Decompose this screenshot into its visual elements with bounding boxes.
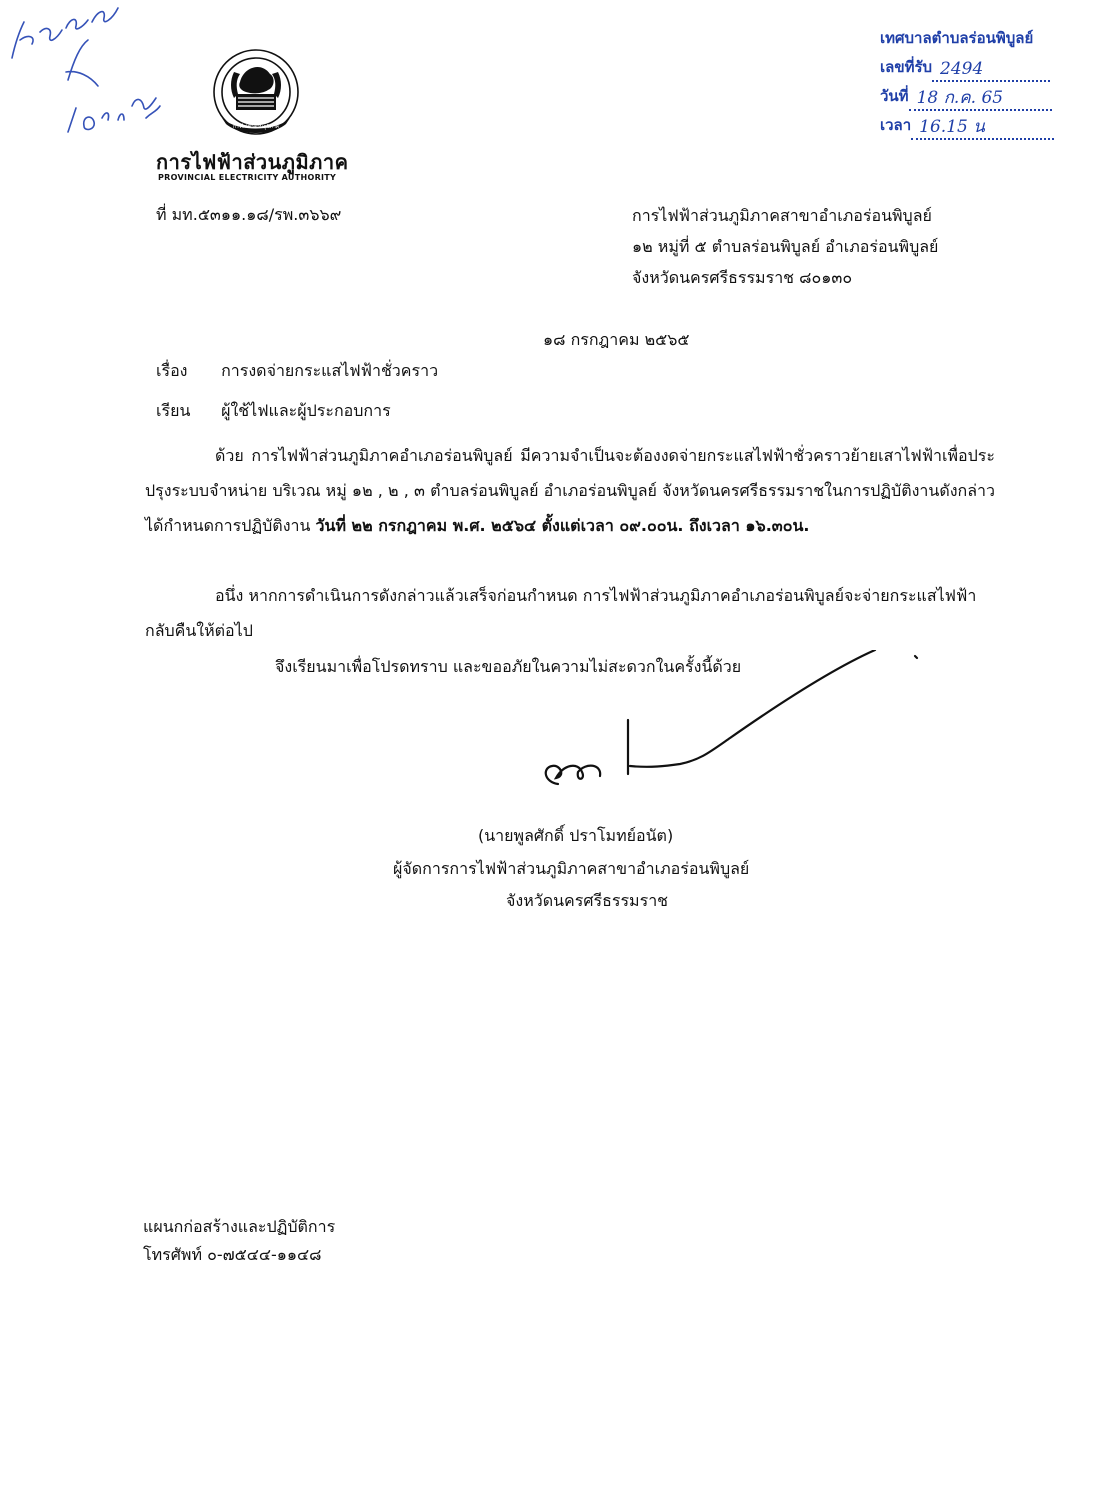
handwritten-note bbox=[6, 0, 186, 150]
para2-text: อนึ่ง หากการดำเนินการดังกล่าวแล้วเสร็จก่อนกำหนด การไฟฟ้าส่วนภูมิภาคอำเภอร่อนพิบูลย์จะจ่ายกระแสไฟฟ้ากลับคืนให้ต่อไป bbox=[145, 586, 977, 640]
outage-start-time: ๐๙.๐๐ bbox=[619, 516, 667, 535]
address-line-2: ๑๒ หมู่ที่ ๕ ตำบลร่อนพิบูลย์ อำเภอร่อนพิบูลย์ bbox=[632, 237, 939, 256]
signatory-name: (นายพูลศักดิ์ ปราโมทย์อนัต) bbox=[478, 826, 674, 845]
stamp-receipt-value: 2494 bbox=[932, 58, 1050, 82]
recipient-line bbox=[156, 399, 391, 424]
sender-address bbox=[632, 200, 938, 293]
recipient-label: เรียน bbox=[156, 401, 191, 420]
pea-logo bbox=[196, 40, 316, 150]
body-paragraph-1 bbox=[145, 438, 995, 543]
stamp-receipt-no bbox=[880, 53, 1080, 82]
para1-text: ด้วย การไฟฟ้าส่วนภูมิภาคอำเภอร่อนพิบูลย์ มีความจำเป็นจะต้องงดจ่ายกระแสไฟฟ้าชั่วคราวย้ายเสาไฟฟ้าเพื่อประปรุงระบบจำหน่าย บริเวณ หมู่ ๑๒ , ๒ , ๓ ตำบลร่อนพิบูลย์ อำเภอร่อนพิบูลย์ จังหวัดนครศรีธรรมราชในการปฏิบัติงานดังกล่าวได้กำหนดการปฏิบัติงาน bbox=[145, 446, 995, 535]
stamp-time bbox=[880, 111, 1080, 140]
address-line-3: จังหวัดนครศรีธรรมราช ๘๐๑๓๐ bbox=[632, 268, 853, 287]
body-paragraph-2 bbox=[145, 578, 995, 648]
reference-number: ที่ มท.๕๓๑๑.๑๘/รพ.๓๖๖๙ bbox=[156, 205, 342, 224]
stamp-time-label: เวลา bbox=[880, 116, 912, 134]
signature bbox=[530, 650, 930, 830]
logo-text: การไฟฟ้าส่วนภูมิภาค bbox=[232, 124, 280, 130]
recipient-text: ผู้ใช้ไฟและผู้ประกอบการ bbox=[221, 401, 391, 420]
letter-date: ๑๘ กรกฎาคม ๒๕๖๕ bbox=[543, 330, 690, 349]
receipt-stamp bbox=[880, 24, 1080, 140]
outage-date: วันที่ ๒๒ กรกฎาคม พ.ศ. ๒๕๖๔ bbox=[315, 516, 537, 535]
subject-text: การงดจ่ายกระแสไฟฟ้าชั่วคราว bbox=[221, 361, 439, 380]
outage-end-time: ๑๖.๓๐ bbox=[745, 516, 793, 535]
subject-label: เรื่อง bbox=[156, 361, 188, 380]
org-name-english: PROVINCIAL ELECTRICITY AUTHORITY bbox=[158, 173, 337, 182]
signatory-province: จังหวัดนครศรีธรรมราช bbox=[506, 891, 669, 910]
address-line-1: การไฟฟ้าส่วนภูมิภาคสาขาอำเภอร่อนพิบูลย์ bbox=[632, 206, 932, 225]
stamp-title: เทศบาลตำบลร่อนพิบูลย์ bbox=[880, 29, 1034, 47]
outage-from-label: ตั้งแต่เวลา bbox=[536, 516, 620, 535]
stamp-date-label: วันที่ bbox=[880, 87, 909, 105]
org-name-thai: การไฟฟ้าส่วนภูมิภาค bbox=[156, 150, 349, 174]
closing-line: จึงเรียนมาเพื่อโปรดทราบ และขออภัยในความไม่สะดวกในครั้งนี้ด้วย bbox=[275, 657, 742, 676]
footer-department: แผนกก่อสร้างและปฏิบัติการ bbox=[143, 1217, 336, 1236]
stamp-date-value: 18 ก.ค. 65 bbox=[909, 87, 1052, 111]
signatory-position: ผู้จัดการการไฟฟ้าส่วนภูมิภาคสาขาอำเภอร่อนพิบูลย์ bbox=[393, 859, 750, 878]
footer-contact bbox=[143, 1213, 335, 1269]
stamp-date bbox=[880, 82, 1080, 111]
outage-mid-label: น. ถึงเวลา bbox=[666, 516, 746, 535]
footer-phone: โทรศัพท์ ๐-๗๕๔๔-๑๑๔๘ bbox=[143, 1245, 322, 1264]
stamp-time-value: 16.15 น bbox=[911, 116, 1054, 140]
outage-end-suffix: น. bbox=[792, 516, 810, 535]
stamp-receipt-label: เลขที่รับ bbox=[880, 58, 933, 76]
subject-line bbox=[156, 359, 438, 384]
